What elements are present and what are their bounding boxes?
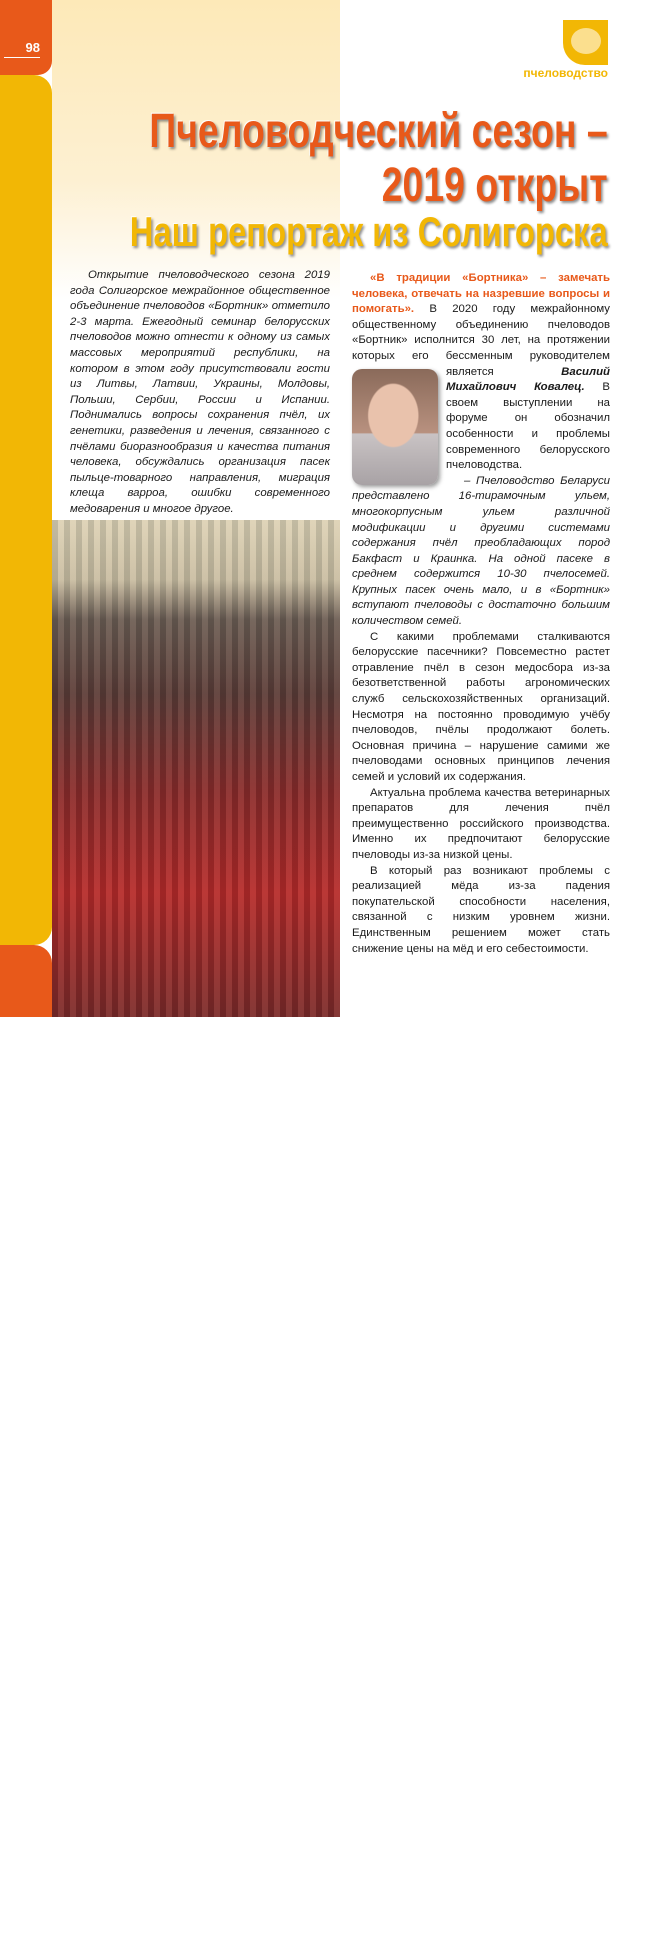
- paragraph-2: С какими проблемами сталкиваются белорусские пасечники? Повсеместно растет отравление пчёл в сезон медосбора из-за безответственной работы агрономических служб сельскохозяйственных организаций. Несмотря на постоянно проводимую учёбу пчеловодов, пчёлы продолжают болеть. Основная причина – нарушение самими же пчеловодами основных принципов лечения семей и условий их содержания.: [352, 630, 610, 783]
- page-tab: [0, 0, 52, 75]
- issue-year: 2019: [15, 1921, 40, 1933]
- side-strip: [0, 75, 52, 945]
- lead-paragraph: [70, 268, 330, 518]
- auditorium-photo: [52, 520, 340, 1017]
- paragraph-4: В который раз возникают проблемы с реализацией мёда из-за падения покупательской способности населения, связанной с низким уровнем жизни. Единственным решением может стать снижение цены на мёд и его себестоимости.: [352, 864, 610, 955]
- article-body: [352, 271, 610, 957]
- lead-text: Открытие пчеловодческого сезона 2019 года Солигорское межрайонное общественное объединение пчеловодов «Бортник» отметило 2-3 марта. Ежегодный семинар белорусских пчеловодов можно отнести к одному из самых массовых мероприятий республики, на котором в этом году присутствовали гости из Литвы, Латвии, Украины, Молдовы, Польши, Сербии, России и Испании. Поднимались вопросы сохранения пчёл, их генетики, разведения и лечения, связанного с пчёлами биоразнообразия и качества питания человека, обсуждались организация пасек пыльце-товарного направления, миграция клеща варроа, ошибки современного медоварения и многое другое.: [70, 269, 330, 515]
- title-line-1: Пчеловодческий сезон –: [149, 105, 608, 158]
- title-line-2: 2019 открыт: [382, 159, 608, 212]
- issue-number: 08: [2, 1900, 40, 1921]
- paragraph-1: [352, 271, 610, 474]
- issue-tab: [0, 945, 52, 1933]
- paragraph-quote: – Пчеловодство Беларуси представлено 16-тирамочным ульем, многокорпусным ульем различной модификации и другими системами содержания пчёл преобладающих пород Бакфаст и Краинка. На одной пасеке в среднем содержится 10-30 пчелосемей. Крупных пасек очень мало, и в «Бортник» вступают пчеловоды с достаточно большим количеством семей.: [352, 474, 610, 628]
- bee-logo-icon: [563, 20, 608, 65]
- paragraph-3: Актуальна проблема качества ветеринарных препаратов для лечения пчёл преимущественно российского производства. Именно их предпочитают белорусские пчеловоды из-за низкой цены.: [352, 786, 610, 861]
- person-name: Василий Михайлович Ковалец.: [446, 365, 610, 394]
- page-number: 98: [4, 40, 40, 58]
- portrait-photo: [352, 369, 438, 485]
- p1-text-2: В своем выступлении на форуме он обозначил особенности и проблемы современного белорусского пчеловодства.: [446, 381, 610, 472]
- p1-text: В 2020 году межрайонному общественному объединению пчеловодов «Бортник» исполнится 30 лет, на протяжении которых его бессменным руководителем является: [352, 303, 610, 378]
- highlight-quote: «В традиции «Бортника» – замечать человека, отвечать на назревшие вопросы и помогать».: [352, 272, 610, 316]
- subtitle: Наш репортаж из Солигорска: [130, 208, 608, 255]
- rubric: пчеловодство: [523, 66, 608, 80]
